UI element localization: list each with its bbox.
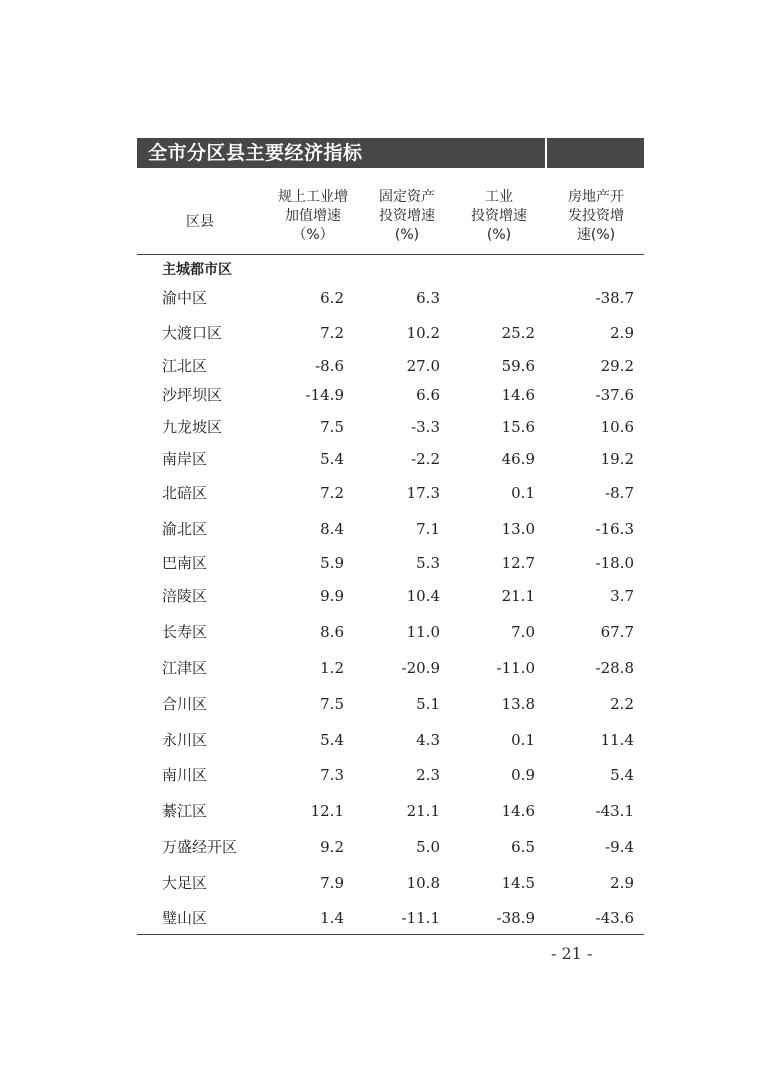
- district-name: 綦江区: [162, 802, 208, 820]
- table-row: [137, 482, 644, 504]
- industrial-growth-value: 9.9: [320, 587, 344, 605]
- district-name: 万盛经开区: [162, 838, 238, 856]
- fixed-asset-growth-value: 11.0: [406, 623, 440, 641]
- real-estate-growth-value: -28.8: [595, 659, 634, 677]
- district-name: 沙坪坝区: [162, 386, 223, 404]
- header-industrial-growth: [265, 188, 361, 245]
- industrial-investment-growth-value: 46.9: [501, 450, 535, 468]
- banner-divider: [545, 138, 547, 168]
- header-line: (%): [394, 227, 420, 243]
- real-estate-growth-value: 29.2: [600, 357, 634, 375]
- real-estate-growth-value: -8.7: [605, 484, 634, 502]
- district-name: 渝北区: [162, 520, 208, 538]
- fixed-asset-growth-value: 10.8: [406, 874, 440, 892]
- real-estate-growth-value: -9.4: [605, 838, 634, 856]
- fixed-asset-growth-value: 7.1: [416, 520, 440, 538]
- fixed-asset-growth-value: 5.3: [416, 554, 440, 572]
- bottom-rule: [137, 934, 644, 935]
- table-header: [137, 188, 644, 255]
- district-name: 渝中区: [162, 289, 208, 307]
- table-row: [137, 416, 644, 438]
- header-line: 投资增速: [471, 208, 527, 224]
- fixed-asset-growth-value: 4.3: [416, 731, 440, 749]
- real-estate-growth-value: -38.7: [595, 289, 634, 307]
- industrial-growth-value: 6.2: [320, 289, 344, 307]
- industrial-growth-value: 7.5: [320, 418, 344, 436]
- industrial-growth-value: -14.9: [305, 386, 344, 404]
- industrial-growth-value: 1.2: [320, 659, 344, 677]
- section-title: 主城都市区: [162, 262, 232, 278]
- fixed-asset-growth-value: 6.3: [416, 289, 440, 307]
- industrial-growth-value: 5.9: [320, 554, 344, 572]
- industrial-growth-value: -8.6: [315, 357, 344, 375]
- table-row: [137, 518, 644, 540]
- industrial-growth-value: 8.4: [320, 520, 344, 538]
- header-line: 规上工业增: [278, 189, 348, 205]
- industrial-investment-growth-value: 14.5: [501, 874, 535, 892]
- table-row: [137, 836, 644, 858]
- table-row: [137, 907, 644, 929]
- real-estate-growth-value: -18.0: [595, 554, 634, 572]
- header-fixed-asset-growth: [362, 188, 452, 245]
- fixed-asset-growth-value: 5.0: [416, 838, 440, 856]
- fixed-asset-growth-value: -2.2: [411, 450, 440, 468]
- fixed-asset-growth-value: 10.2: [406, 324, 440, 342]
- industrial-growth-value: 7.2: [320, 484, 344, 502]
- fixed-asset-growth-value: 27.0: [406, 357, 440, 375]
- industrial-investment-growth-value: 0.9: [511, 766, 535, 784]
- fixed-asset-growth-value: -11.1: [401, 909, 440, 927]
- district-name: 江北区: [162, 357, 208, 375]
- industrial-growth-value: 1.4: [320, 909, 344, 927]
- industrial-growth-value: 7.3: [320, 766, 344, 784]
- district-name: 璧山区: [162, 909, 208, 927]
- real-estate-growth-value: 3.7: [610, 587, 634, 605]
- header-line: 固定资产: [379, 189, 435, 205]
- district-name: 大足区: [162, 874, 208, 892]
- real-estate-growth-value: 5.4: [610, 766, 634, 784]
- industrial-investment-growth-value: 12.7: [501, 554, 535, 572]
- industrial-growth-value: 9.2: [320, 838, 344, 856]
- district-name: 南川区: [162, 766, 208, 784]
- table-row: [137, 693, 644, 715]
- fixed-asset-growth-value: -20.9: [401, 659, 440, 677]
- district-name: 九龙坡区: [162, 418, 223, 436]
- header-district: [165, 213, 235, 232]
- fixed-asset-growth-value: 2.3: [416, 766, 440, 784]
- industrial-investment-growth-value: 13.0: [501, 520, 535, 538]
- table-row: [137, 621, 644, 643]
- district-name: 涪陵区: [162, 587, 208, 605]
- table-title: 全市分区县主要经济指标: [148, 142, 363, 164]
- real-estate-growth-value: 11.4: [600, 731, 634, 749]
- district-name: 巴南区: [162, 554, 208, 572]
- industrial-growth-value: 5.4: [320, 450, 344, 468]
- industrial-investment-growth-value: 6.5: [511, 838, 535, 856]
- industrial-investment-growth-value: 13.8: [501, 695, 535, 713]
- fixed-asset-growth-value: 6.6: [416, 386, 440, 404]
- page-number: - 21 -: [551, 944, 593, 963]
- fixed-asset-growth-value: -3.3: [411, 418, 440, 436]
- header-district-line: 区县: [186, 214, 214, 230]
- table-row: [137, 764, 644, 786]
- industrial-investment-growth-value: -38.9: [496, 909, 535, 927]
- industrial-investment-growth-value: 59.6: [501, 357, 535, 375]
- header-line: 加值增速: [285, 208, 341, 224]
- real-estate-growth-value: 19.2: [600, 450, 634, 468]
- industrial-investment-growth-value: 15.6: [501, 418, 535, 436]
- district-name: 长寿区: [162, 623, 208, 641]
- header-line: 房地产开: [568, 189, 624, 205]
- real-estate-growth-value: 10.6: [600, 418, 634, 436]
- table-row: [137, 657, 644, 679]
- title-banner: [137, 138, 644, 168]
- table-row: [137, 384, 644, 406]
- industrial-investment-growth-value: 14.6: [501, 386, 535, 404]
- district-name: 江津区: [162, 659, 208, 677]
- district-name: 北碚区: [162, 484, 208, 502]
- header-real-estate-growth: [551, 188, 641, 245]
- industrial-investment-growth-value: 0.1: [511, 484, 535, 502]
- real-estate-growth-value: 2.9: [610, 324, 634, 342]
- district-name: 合川区: [162, 695, 208, 713]
- fixed-asset-growth-value: 21.1: [406, 802, 440, 820]
- real-estate-growth-value: 2.2: [610, 695, 634, 713]
- industrial-growth-value: 8.6: [320, 623, 344, 641]
- table-row: [137, 287, 644, 309]
- table-row: [137, 355, 644, 377]
- header-industrial-investment-growth: [455, 188, 543, 245]
- real-estate-growth-value: 2.9: [610, 874, 634, 892]
- fixed-asset-growth-value: 5.1: [416, 695, 440, 713]
- header-line: （%）: [292, 227, 334, 243]
- industrial-investment-growth-value: 7.0: [511, 623, 535, 641]
- header-line: 投资增速: [379, 208, 435, 224]
- table-row: [137, 585, 644, 607]
- real-estate-growth-value: -43.1: [595, 802, 634, 820]
- real-estate-growth-value: 67.7: [600, 623, 634, 641]
- district-name: 大渡口区: [162, 324, 223, 342]
- header-line: 速(%): [576, 227, 616, 243]
- industrial-investment-growth-value: 21.1: [501, 587, 535, 605]
- table-row: [137, 552, 644, 574]
- table-row: [137, 872, 644, 894]
- header-line: 工业: [485, 189, 513, 205]
- industrial-growth-value: 7.5: [320, 695, 344, 713]
- table-row: [137, 448, 644, 470]
- industrial-investment-growth-value: -11.0: [496, 659, 535, 677]
- industrial-growth-value: 7.2: [320, 324, 344, 342]
- header-line: (%): [486, 227, 512, 243]
- industrial-investment-growth-value: 25.2: [501, 324, 535, 342]
- real-estate-growth-value: -37.6: [595, 386, 634, 404]
- fixed-asset-growth-value: 17.3: [406, 484, 440, 502]
- real-estate-growth-value: -16.3: [595, 520, 634, 538]
- district-name: 永川区: [162, 731, 208, 749]
- industrial-growth-value: 12.1: [310, 802, 344, 820]
- industrial-investment-growth-value: 14.6: [501, 802, 535, 820]
- table-row: [137, 800, 644, 822]
- industrial-growth-value: 7.9: [320, 874, 344, 892]
- industrial-investment-growth-value: 0.1: [511, 731, 535, 749]
- real-estate-growth-value: -43.6: [595, 909, 634, 927]
- table-row: [137, 322, 644, 344]
- header-line: 发投资增: [568, 208, 624, 224]
- district-name: 南岸区: [162, 450, 208, 468]
- industrial-growth-value: 5.4: [320, 731, 344, 749]
- fixed-asset-growth-value: 10.4: [406, 587, 440, 605]
- table-row: [137, 729, 644, 751]
